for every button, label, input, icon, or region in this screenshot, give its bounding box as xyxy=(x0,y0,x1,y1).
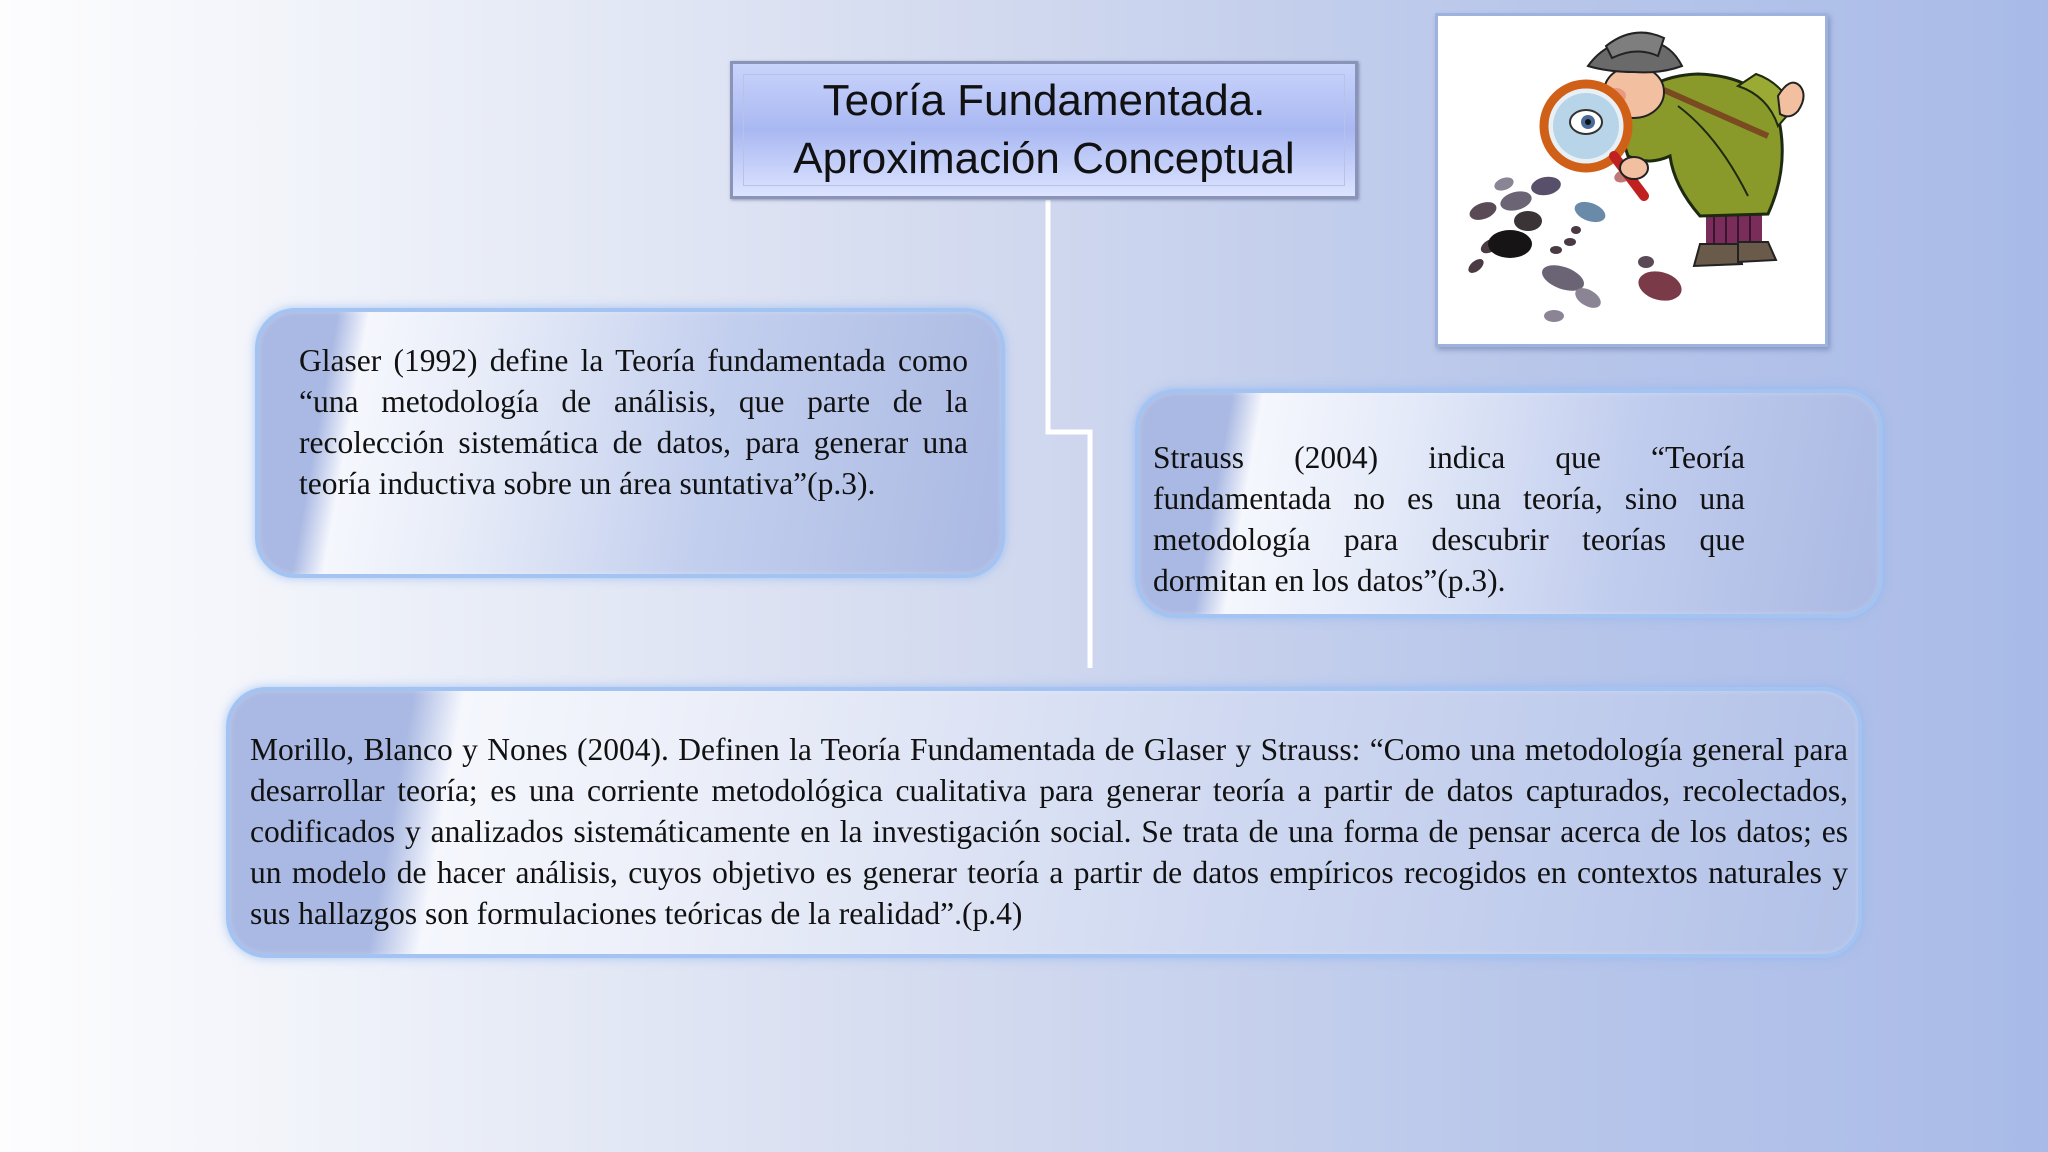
morillo-text: Morillo, Blanco y Nones (2004). Definen la Teoría Fundamentada de Glaser y Strauss: “Como una metodología general para desarrollar teoría; es una corriente metodológica cualitativa para generar teoría a partir de datos capturados, recolectados, codificados y analizados sistemáticamente en la investigación social. Se trata de una forma de pensar acerca de los datos; es un modelo de hacer análisis, cuyos objetivo es generar teoría a partir de datos empíricos recogidos en contextos naturales y sus hallazgos son formulaciones teóricas de la realidad”.(p.4) xyxy=(250,732,1848,931)
strauss-text: Strauss (2004) indica que “Teoría fundamentada no es una teoría, sino una metodología para descubrir teorías que dormitan en los datos”(p.3). xyxy=(1153,440,1745,598)
detective-magnifying-glass-footprints-icon xyxy=(1438,16,1825,344)
title-box xyxy=(730,61,1358,199)
title-line-2: Aproximación Conceptual xyxy=(793,134,1295,183)
connector-path xyxy=(1048,200,1090,668)
detective-illustration xyxy=(1435,13,1828,347)
card-strauss-definition xyxy=(1135,389,1883,618)
card-morillo-definition xyxy=(226,687,1862,958)
title-inner-frame xyxy=(743,74,1345,186)
card-glaser-definition xyxy=(255,308,1005,578)
title-line-1: Teoría Fundamentada. xyxy=(822,76,1266,125)
glaser-text: Glaser (1992) define la Teoría fundamentada como “una metodología de análisis, que parte de la recolección sistemática de datos, para generar una teoría inductiva sobre un área suntativa”(p.3). xyxy=(299,343,968,501)
slide-background-edge xyxy=(1988,0,2048,1152)
